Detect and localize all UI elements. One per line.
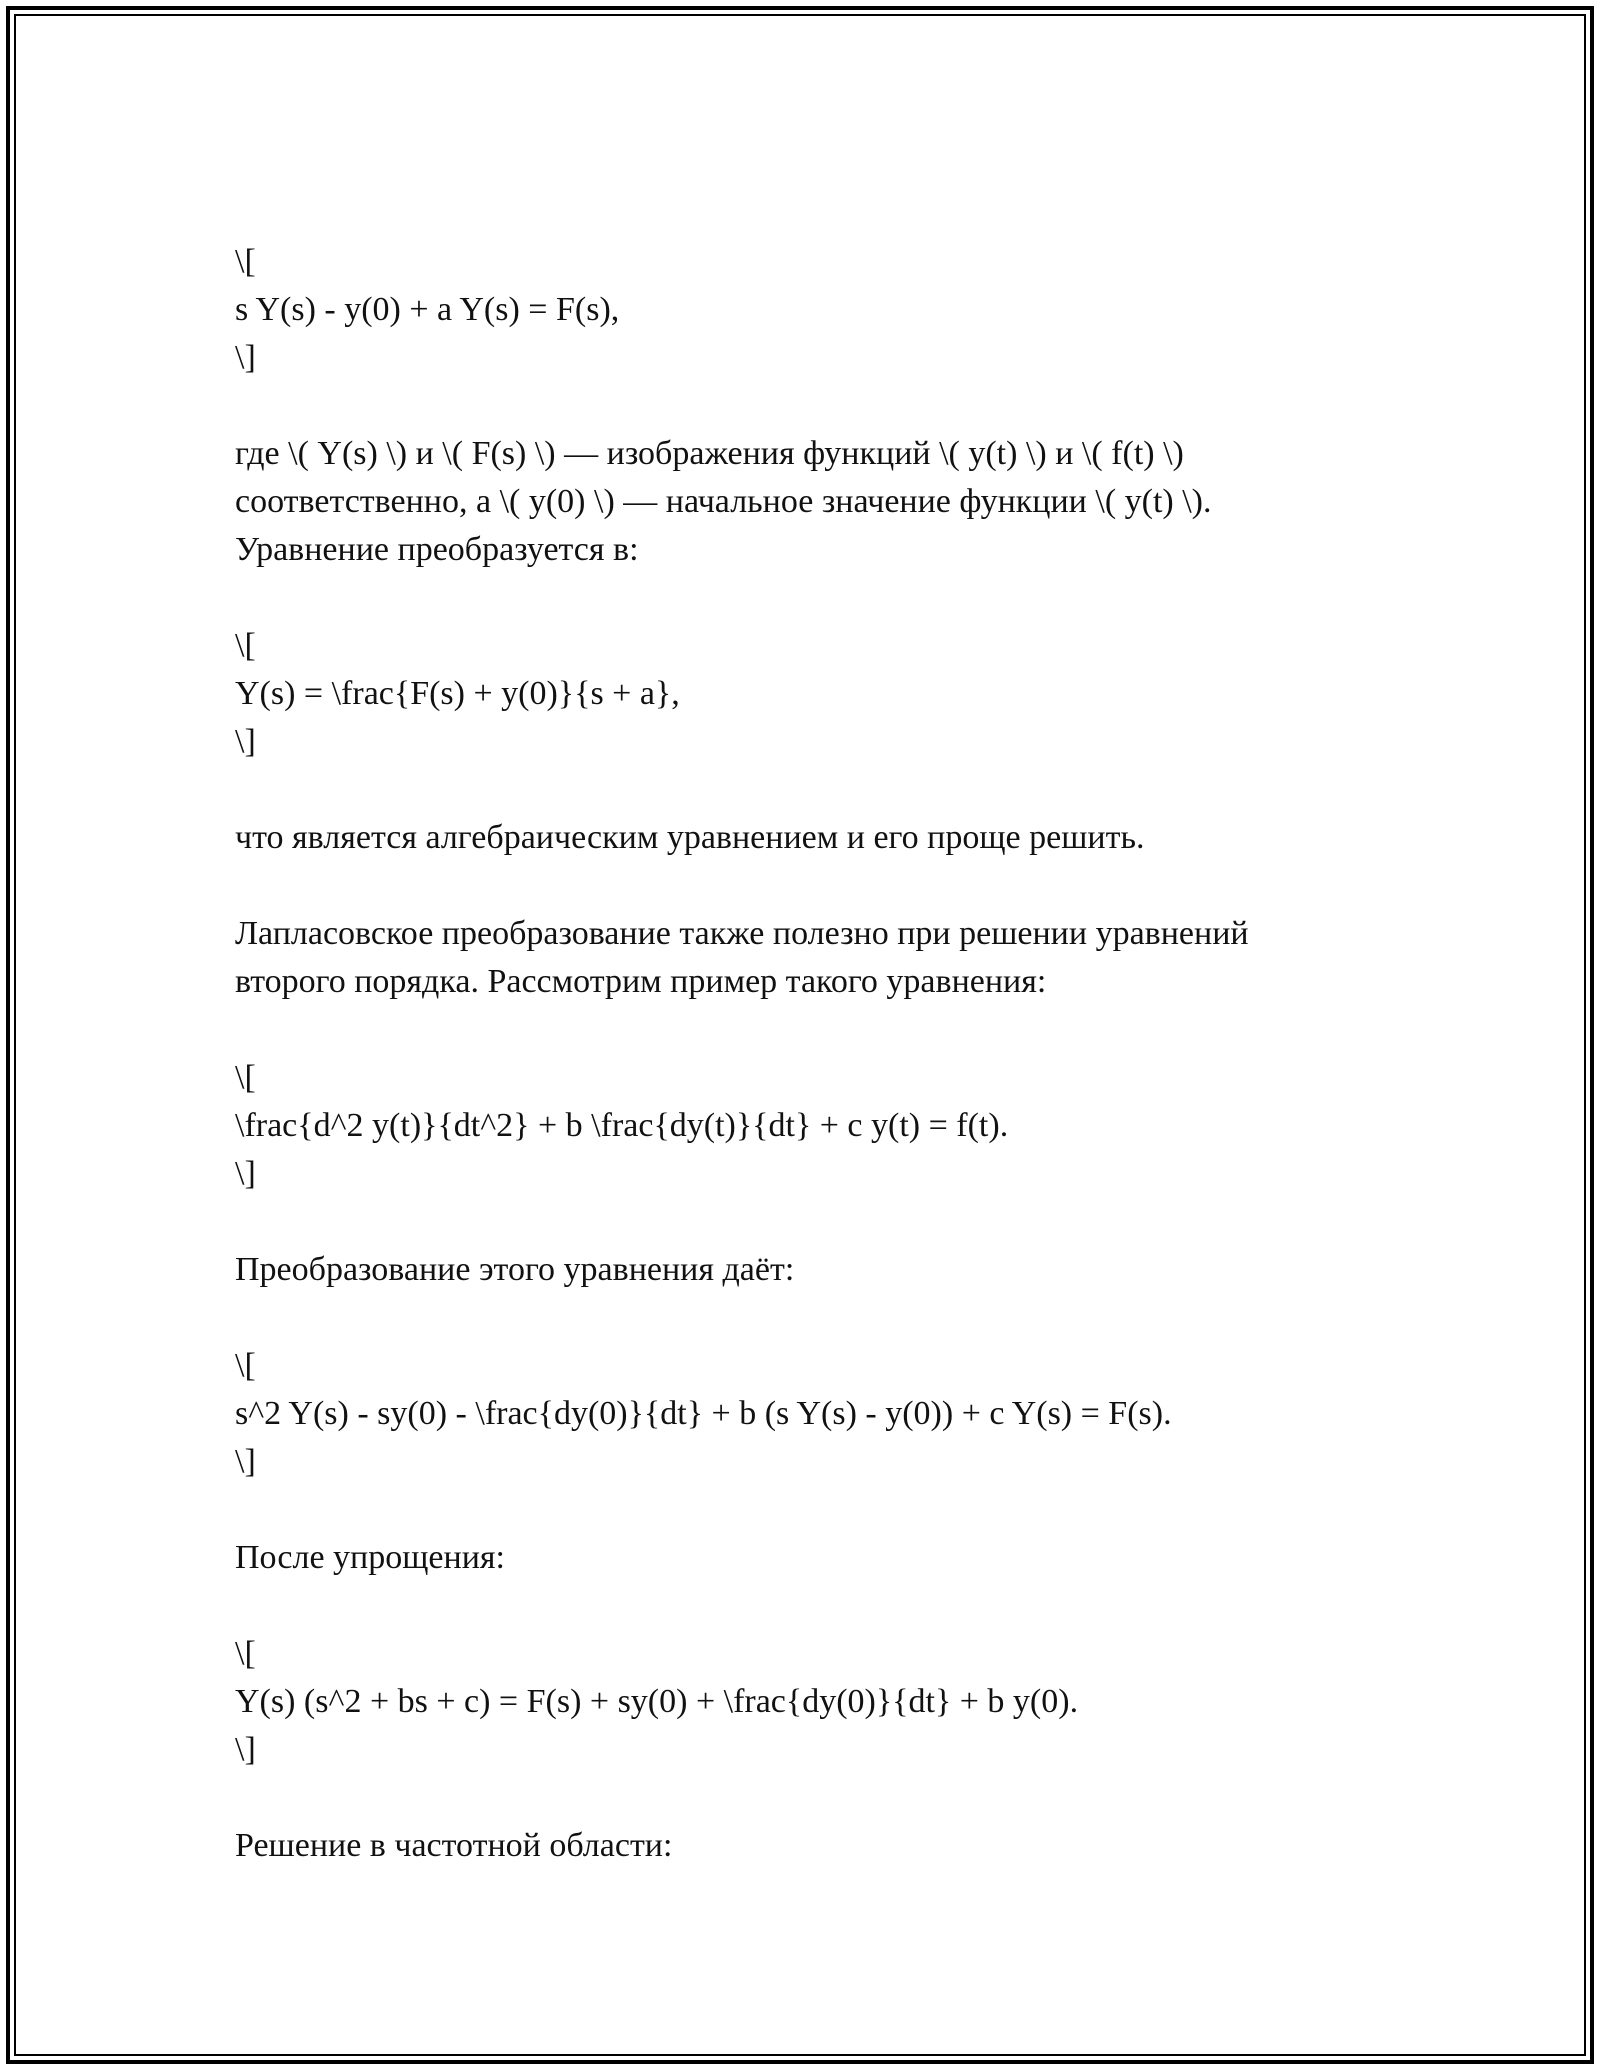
equation-open-delimiter: \[ xyxy=(235,627,256,664)
spacer xyxy=(235,382,1435,430)
paragraph-line: второго порядка. Рассмотрим пример такого уравнения: xyxy=(235,963,1047,1000)
spacer xyxy=(235,1006,1435,1054)
paragraph-line: что является алгебраическим уравнением и его проще решить. xyxy=(235,819,1145,856)
equation-close-delimiter: \] xyxy=(235,1443,256,1480)
paragraph-6 xyxy=(235,1822,1435,1870)
spacer xyxy=(235,766,1435,814)
paragraph-4 xyxy=(235,1246,1435,1294)
spacer xyxy=(235,1198,1435,1246)
paragraph-line: После упрощения: xyxy=(235,1539,505,1576)
equation-close-delimiter: \] xyxy=(235,1155,256,1192)
paragraph-line: Уравнение преобразуется в: xyxy=(235,531,639,568)
paragraph-2 xyxy=(235,814,1435,862)
paragraph-line: где \( Y(s) \) и \( F(s) \) — изображения функций \( y(t) \) и \( f(t) \) xyxy=(235,435,1184,472)
equation-line: s^2 Y(s) - sy(0) - \frac{dy(0)}{dt} + b (s Y(s) - y(0)) + c Y(s) = F(s). xyxy=(235,1395,1172,1432)
spacer xyxy=(235,1774,1435,1822)
equation-block-5 xyxy=(235,1630,1435,1774)
equation-close-delimiter: \] xyxy=(235,723,256,760)
spacer xyxy=(235,862,1435,910)
paragraph-1 xyxy=(235,430,1435,574)
document-body xyxy=(235,238,1435,1870)
equation-close-delimiter: \] xyxy=(235,339,256,376)
paragraph-3 xyxy=(235,910,1435,1006)
spacer xyxy=(235,574,1435,622)
equation-line: Y(s) (s^2 + bs + c) = F(s) + sy(0) + \frac{dy(0)}{dt} + b y(0). xyxy=(235,1683,1079,1720)
equation-open-delimiter: \[ xyxy=(235,1059,256,1096)
paragraph-5 xyxy=(235,1534,1435,1582)
equation-close-delimiter: \] xyxy=(235,1731,256,1768)
equation-line: Y(s) = \frac{F(s) + y(0)}{s + a}, xyxy=(235,675,680,712)
paragraph-line: Лапласовское преобразование также полезно при решении уравнений xyxy=(235,915,1249,952)
equation-open-delimiter: \[ xyxy=(235,1635,256,1672)
paragraph-line: Решение в частотной области: xyxy=(235,1827,673,1864)
equation-open-delimiter: \[ xyxy=(235,243,256,280)
spacer xyxy=(235,1486,1435,1534)
equation-block-4 xyxy=(235,1342,1435,1486)
spacer xyxy=(235,1294,1435,1342)
equation-line: s Y(s) - y(0) + a Y(s) = F(s), xyxy=(235,291,620,328)
paragraph-line: соответственно, а \( y(0) \) — начальное значение функции \( y(t) \). xyxy=(235,483,1212,520)
equation-line: \frac{d^2 y(t)}{dt^2} + b \frac{dy(t)}{dt} + c y(t) = f(t). xyxy=(235,1107,1009,1144)
equation-block-1 xyxy=(235,238,1435,382)
equation-block-3 xyxy=(235,1054,1435,1198)
equation-open-delimiter: \[ xyxy=(235,1347,256,1384)
spacer xyxy=(235,1582,1435,1630)
equation-block-2 xyxy=(235,622,1435,766)
paragraph-line: Преобразование этого уравнения даёт: xyxy=(235,1251,795,1288)
